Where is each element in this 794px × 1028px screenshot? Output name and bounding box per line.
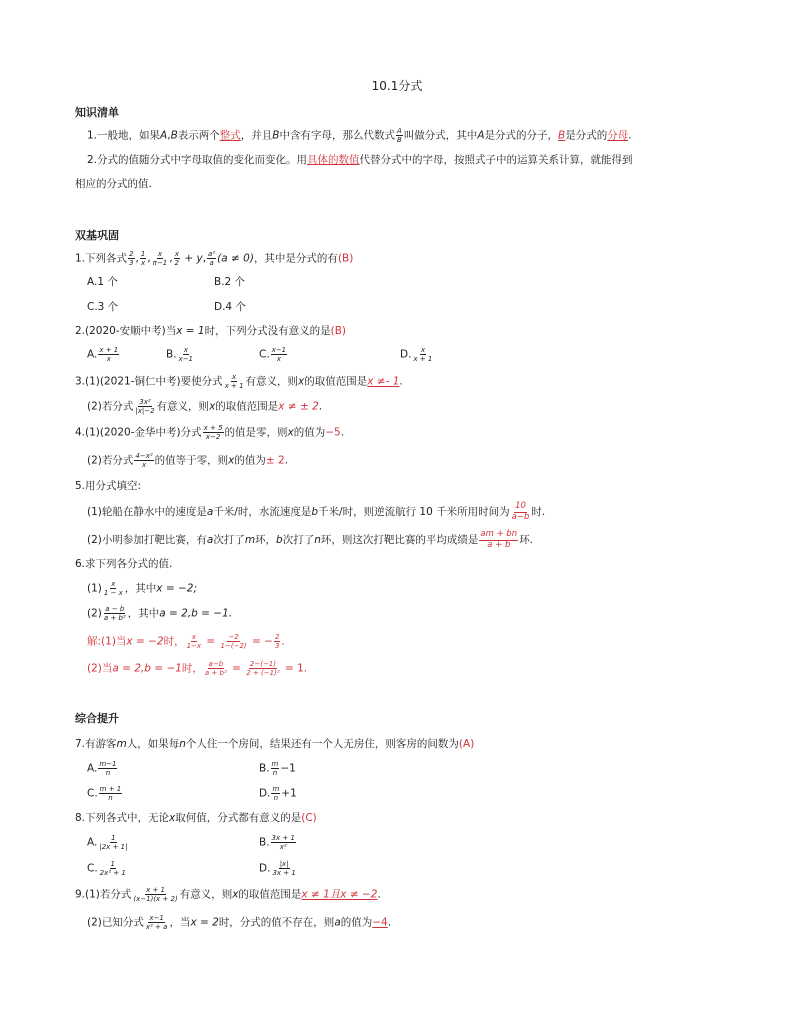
answer: −5 <box>325 426 341 439</box>
option-c: C.3 个 <box>87 301 119 313</box>
option-c: C. $\frac{m + 1}{n}$ <box>87 785 122 802</box>
question-6-part-2: (2) $\frac{a - b}{\text{a + b²}}$ ，其中a = 2,b = −1. <box>87 605 233 622</box>
solution-line-1: 解:(1)当x = −2时， $\frac{x}{1-x}$ = $\frac{-2}{1-(-2)}$ = − $\frac{2}{3}$ . <box>87 633 285 650</box>
option-d: D.4 个 <box>214 301 246 313</box>
knowledge-line-2: 2.分式的值随分式中字母取值的变化而变化。用具体的数值代替分式中的字母，按照式子中的运算关系计算，就能得到 <box>87 154 633 166</box>
knowledge-line-1: 1.一般地，如果A,B表示两个整式，并且B中含有字母，那么代数式 $\frac{A}{B}$ 叫做分式，其中A是分式的分子，B是分式的分母. <box>87 127 632 144</box>
option-a: A. $\frac{x + 1}{x}$ <box>87 346 119 363</box>
answer-blank: 分母 <box>607 129 629 142</box>
solution-line-2: (2)当a = 2,b = −1时， $\frac{a-b}{\text{a + b²}}$ = $\frac{2-(-1)}{\text{2 + (−1)²}}$ = 1. <box>87 660 308 677</box>
question-4-part-1: 4.(1)(2020-金华中考)分式 $\frac{x + 5}{x-2}$ 的值是零，则x的值为−5. <box>75 424 345 441</box>
page-title: 10.1分式 <box>371 79 423 93</box>
knowledge-line-3: 相应的分式的值. <box>75 178 152 190</box>
question-3-part-1: 3.(1)(2021-铜仁中考)要使分式 $\frac{x}{x + 1}$ 有意义，则x的取值范围是x ≠- 1. <box>75 373 403 390</box>
option-d: D. $\frac{x}{x + 1}$ <box>400 346 433 363</box>
section-heading-basics: 双基巩固 <box>75 229 119 242</box>
question-2-stem: 2.(2020-安顺中考)当x = 1时，下列分式没有意义的是(B) <box>75 325 347 337</box>
answer-blank: x ≠ 1且x ≠ −2 <box>301 888 378 901</box>
question-7-stem: 7.有游客m人，如果每n个人住一个房间，结果还有一个人无房住，则客房的间数为(A) <box>75 738 475 750</box>
question-5-stem: 5.用分式填空: <box>75 480 142 492</box>
answer: (B) <box>330 325 347 337</box>
option-b: B.2 个 <box>214 276 246 288</box>
answer: ± 2 <box>265 454 285 467</box>
question-4-part-2: (2)若分式 $\frac{\text{4−x²}}{x}$ 的值等于零，则x的值为± 2. <box>87 452 289 469</box>
answer-blank: 整式 <box>219 129 241 142</box>
question-8-stem: 8.下列各式中，无论x取何值，分式都有意义的是(C) <box>75 812 317 824</box>
answer: (C) <box>301 812 317 824</box>
section-heading-knowledge: 知识清单 <box>75 106 119 119</box>
question-1-stem: 1.下列各式 $\frac{2}{3}$ , $\frac{1}{x}$ , $\frac{x}{\pi-1}$ , $\frac{x}{2}$ + y, $\frac{\text{a²}}{a}$ (a ≠ 0)，其中是分式的有(B) <box>75 250 354 267</box>
question-5-part-1: (1)轮船在静水中的速度是a千米/时，水流速度是b千米/时，则逆流航行 10 千米所用时间为 $\frac{10}{a-b}$ 时. <box>87 501 546 522</box>
option-a: A.1 个 <box>87 276 118 288</box>
question-6-stem: 6.求下列各分式的值. <box>75 558 173 570</box>
answer: (B) <box>337 252 354 265</box>
section-heading-advanced: 综合提升 <box>75 712 119 725</box>
option-c: C. $\frac{x-1}{x}$ <box>259 346 287 363</box>
answer-blank: 具体的数值 <box>307 154 360 166</box>
question-5-part-2: (2)小明参加打靶比赛，有a次打了m环，b次打了n环，则这次打靶比赛的平均成绩是 $\frac{am + bn}{a + b}$ 环. <box>87 529 534 550</box>
option-d: D. $\frac{|x|}{3x + 1}$ <box>259 860 296 877</box>
question-6-part-1: (1) $\frac{x}{1 - x}$ ，其中x = −2; <box>87 580 197 597</box>
option-b: B. $\frac{m}{n}$ −1 <box>259 760 296 777</box>
question-9-part-2: (2)已知分式 $\frac{x-1}{\text{x² + a}}$ ，当x = 2时，分式的值不存在，则a的值为−4. <box>87 914 392 931</box>
question-3-part-2: (2)若分式 $\frac{\text{3x²}}{|x|-2}$ 有意义，则x的取值范围是x ≠ ± 2. <box>87 398 323 415</box>
option-d: D. $\frac{m}{n}$ +1 <box>259 785 297 802</box>
answer: x ≠ ± 2 <box>278 400 319 413</box>
option-a: A. $\frac{m-1}{n}$ <box>87 760 117 777</box>
answer: (A) <box>458 738 475 750</box>
option-b: B. $\frac{3x + 1}{\text{x²}}$ <box>259 834 295 851</box>
answer-blank: −4 <box>372 916 388 929</box>
option-b: B. $\frac{x}{x-1}$ <box>166 346 194 363</box>
option-c: C. $\frac{1}{\text{2x² + 1}}$ <box>87 860 126 877</box>
option-a: A. $\frac{1}{|2x + 1|}$ <box>87 834 128 851</box>
question-9-part-1: 9.(1)若分式 $\frac{x + 1}{(x-1)(x + 2)}$ 有意义，则x的取值范围是x ≠ 1且x ≠ −2. <box>75 886 381 903</box>
answer-blank: x ≠- 1 <box>367 375 400 388</box>
